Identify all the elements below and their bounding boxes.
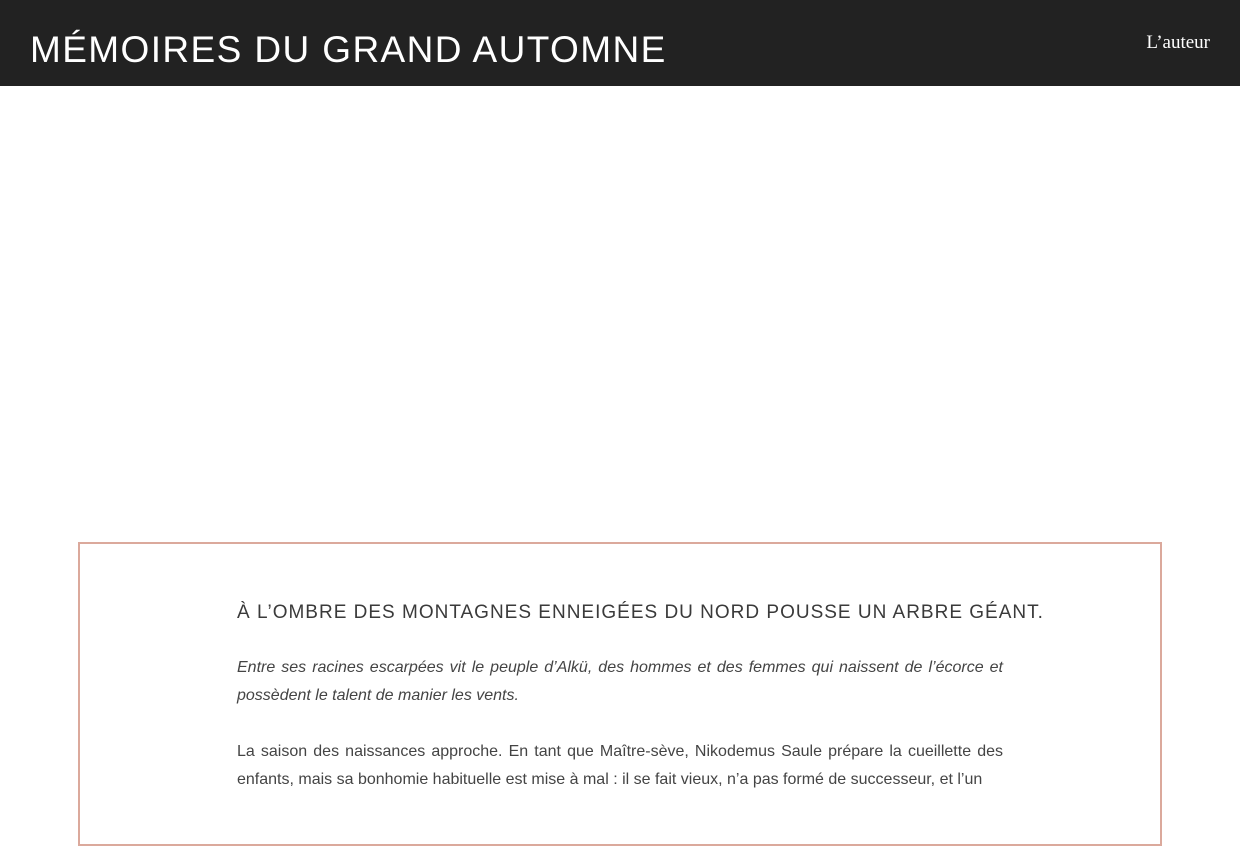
synopsis-box bbox=[78, 542, 1162, 846]
site-title[interactable]: MÉMOIRES DU GRAND AUTOMNE bbox=[30, 29, 667, 70]
site-header bbox=[0, 0, 1240, 86]
synopsis-intro: Entre ses racines escarpées vit le peuple d’Alkü, des hommes et des femmes qui naissent de l’écorce et possèdent le talent de manier les vents. bbox=[237, 659, 1003, 704]
synopsis-tagline: À L’OMBRE DES MONTAGNES ENNEIGÉES DU NORD POUSSE UN ARBRE GÉANT. bbox=[237, 602, 1044, 623]
synopsis-body: La saison des naissances approche. En tant que Maître-sève, Nikodemus Saule prépare la cueillette des enfants, mais sa bonhomie habituelle est mise à mal : il se fait vieux, n’a pas formé de successeur, et l’un bbox=[237, 743, 1003, 788]
nav-link-author[interactable]: L’auteur bbox=[1146, 32, 1210, 53]
hero-image-area bbox=[0, 86, 1240, 542]
